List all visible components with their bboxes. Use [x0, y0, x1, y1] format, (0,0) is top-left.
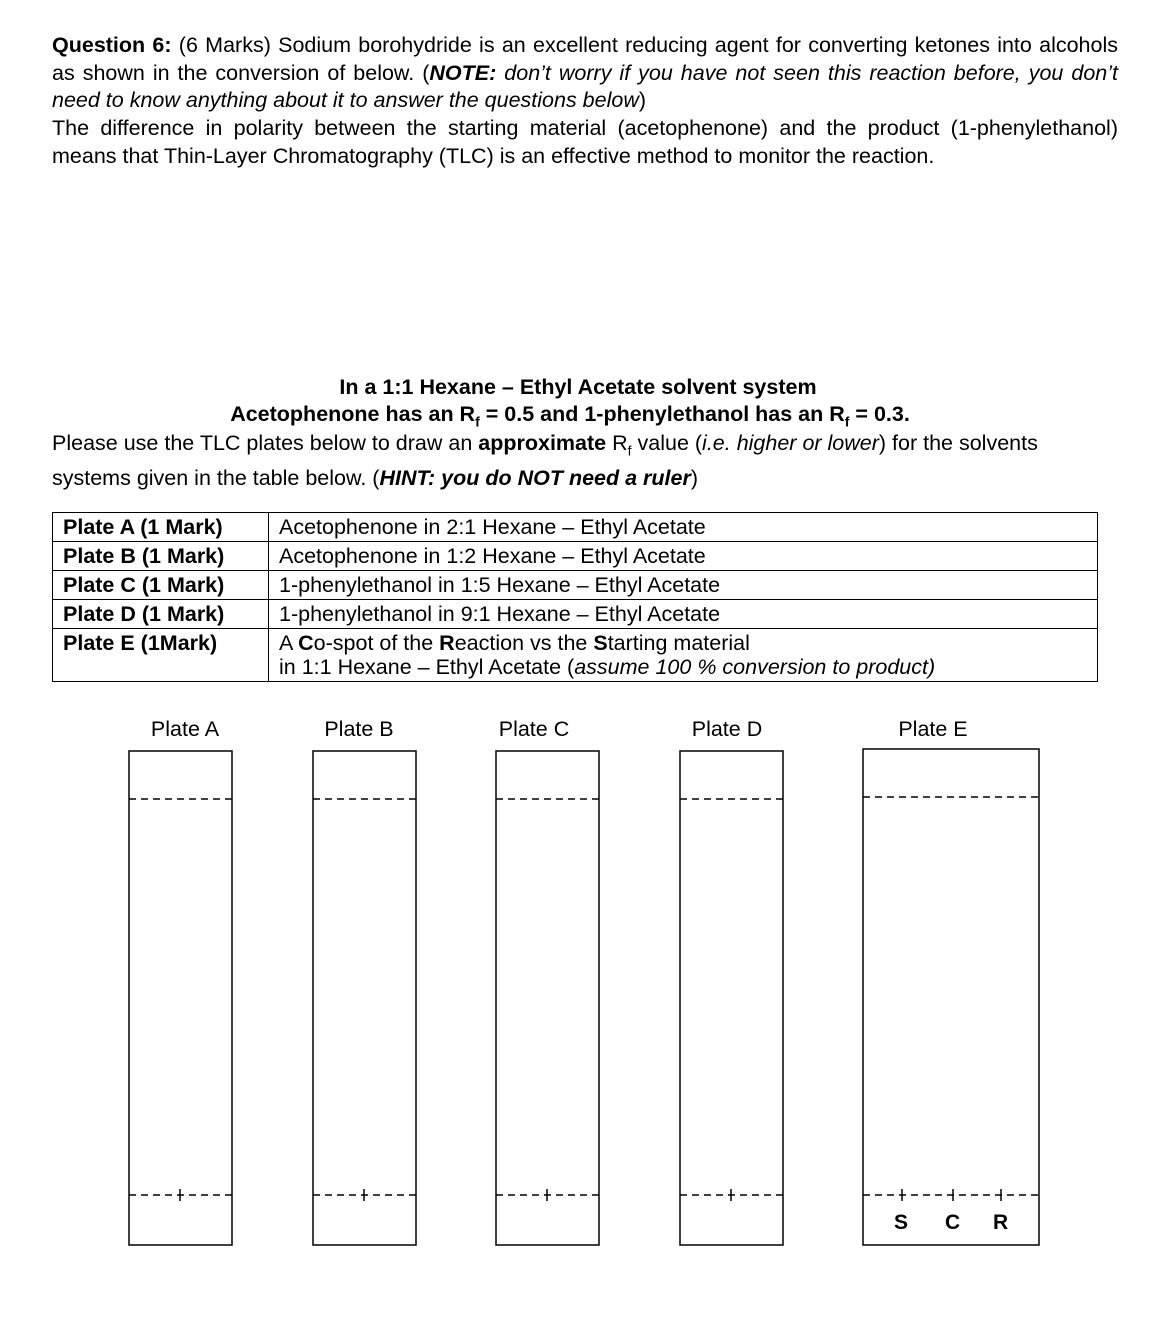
note-label: NOTE:: [429, 60, 497, 85]
question-intro: [52, 32, 1118, 115]
table-row: [53, 542, 1098, 571]
lane-label-s: S: [894, 1211, 909, 1234]
row-description: A Co-spot of the Reaction vs the Starting material in 1:1 Hexane – Ethyl Acetate (assume 100 % conversion to product): [269, 629, 1098, 682]
plate-a-title: Plate A: [150, 717, 220, 741]
polarity-paragraph: The difference in polarity between the starting material (acetophenone) and the product (1-phenylethanol) means that Thin-Layer Chromatography (TLC) is an effective method to monitor the reaction.: [52, 116, 1118, 168]
solvent-system-line: In a 1:1 Hexane – Ethyl Acetate solvent system: [339, 375, 817, 399]
row-label: Plate C (1 Mark): [53, 571, 269, 600]
tlc-plates: [0, 740, 1156, 1260]
row-label: Plate A (1 Mark): [53, 513, 269, 542]
table-row: [53, 600, 1098, 629]
question-label: Question 6:: [52, 33, 172, 57]
row-label: Plate B (1 Mark): [53, 542, 269, 571]
note-close: ): [638, 88, 647, 112]
plate-d-title: Plate D: [691, 717, 763, 741]
rf-values-line: Acetophenone has an $R_f = 0.5$ and 1-phenylethanol has an $R_f = 0.3$.: [230, 402, 910, 430]
plate-e-title: Plate E: [898, 717, 968, 741]
lane-label-r: R: [993, 1211, 1009, 1234]
plates-table: [52, 512, 1098, 682]
plate-b-title: Plate B: [324, 717, 394, 741]
reaction-scheme: [0, 200, 1156, 380]
table-row: [53, 513, 1098, 542]
plate-d[interactable]: [680, 751, 783, 1245]
row-label: Plate E (1Mark): [53, 629, 269, 682]
table-row: [53, 629, 1098, 682]
row-description: Acetophenone in 1:2 Hexane – Ethyl Acetate: [269, 542, 1098, 571]
plate-e[interactable]: [863, 749, 1039, 1245]
plate-b[interactable]: [313, 751, 416, 1245]
plate-c-title: Plate C: [498, 717, 570, 741]
row-description: 1-phenylethanol in 1:5 Hexane – Ethyl Acetate: [269, 571, 1098, 600]
plate-c[interactable]: [496, 751, 599, 1245]
question-text: (6 Marks) Sodium borohydride is an excellent reducing agent for converting ketones into alcohols as shown in the conversion of below. (: [52, 33, 1118, 85]
lane-label-c: C: [945, 1211, 961, 1234]
instruction-paragraph: Please use the TLC plates below to draw an approximate $R_f$ value (i.e. higher or lower) for the solvents systems given in the table below. (HINT: you do NOT need a ruler): [52, 431, 1038, 490]
row-label: Plate D (1 Mark): [53, 600, 269, 629]
note-text: don’t worry if you have not seen this reaction before, you don’t need to know anything about it to answer the questions below: [52, 60, 1118, 112]
row-description: Acetophenone in 2:1 Hexane – Ethyl Acetate: [269, 513, 1098, 542]
plate-a[interactable]: [129, 751, 232, 1245]
table-row: [53, 571, 1098, 600]
row-description: 1-phenylethanol in 9:1 Hexane – Ethyl Acetate: [269, 600, 1098, 629]
